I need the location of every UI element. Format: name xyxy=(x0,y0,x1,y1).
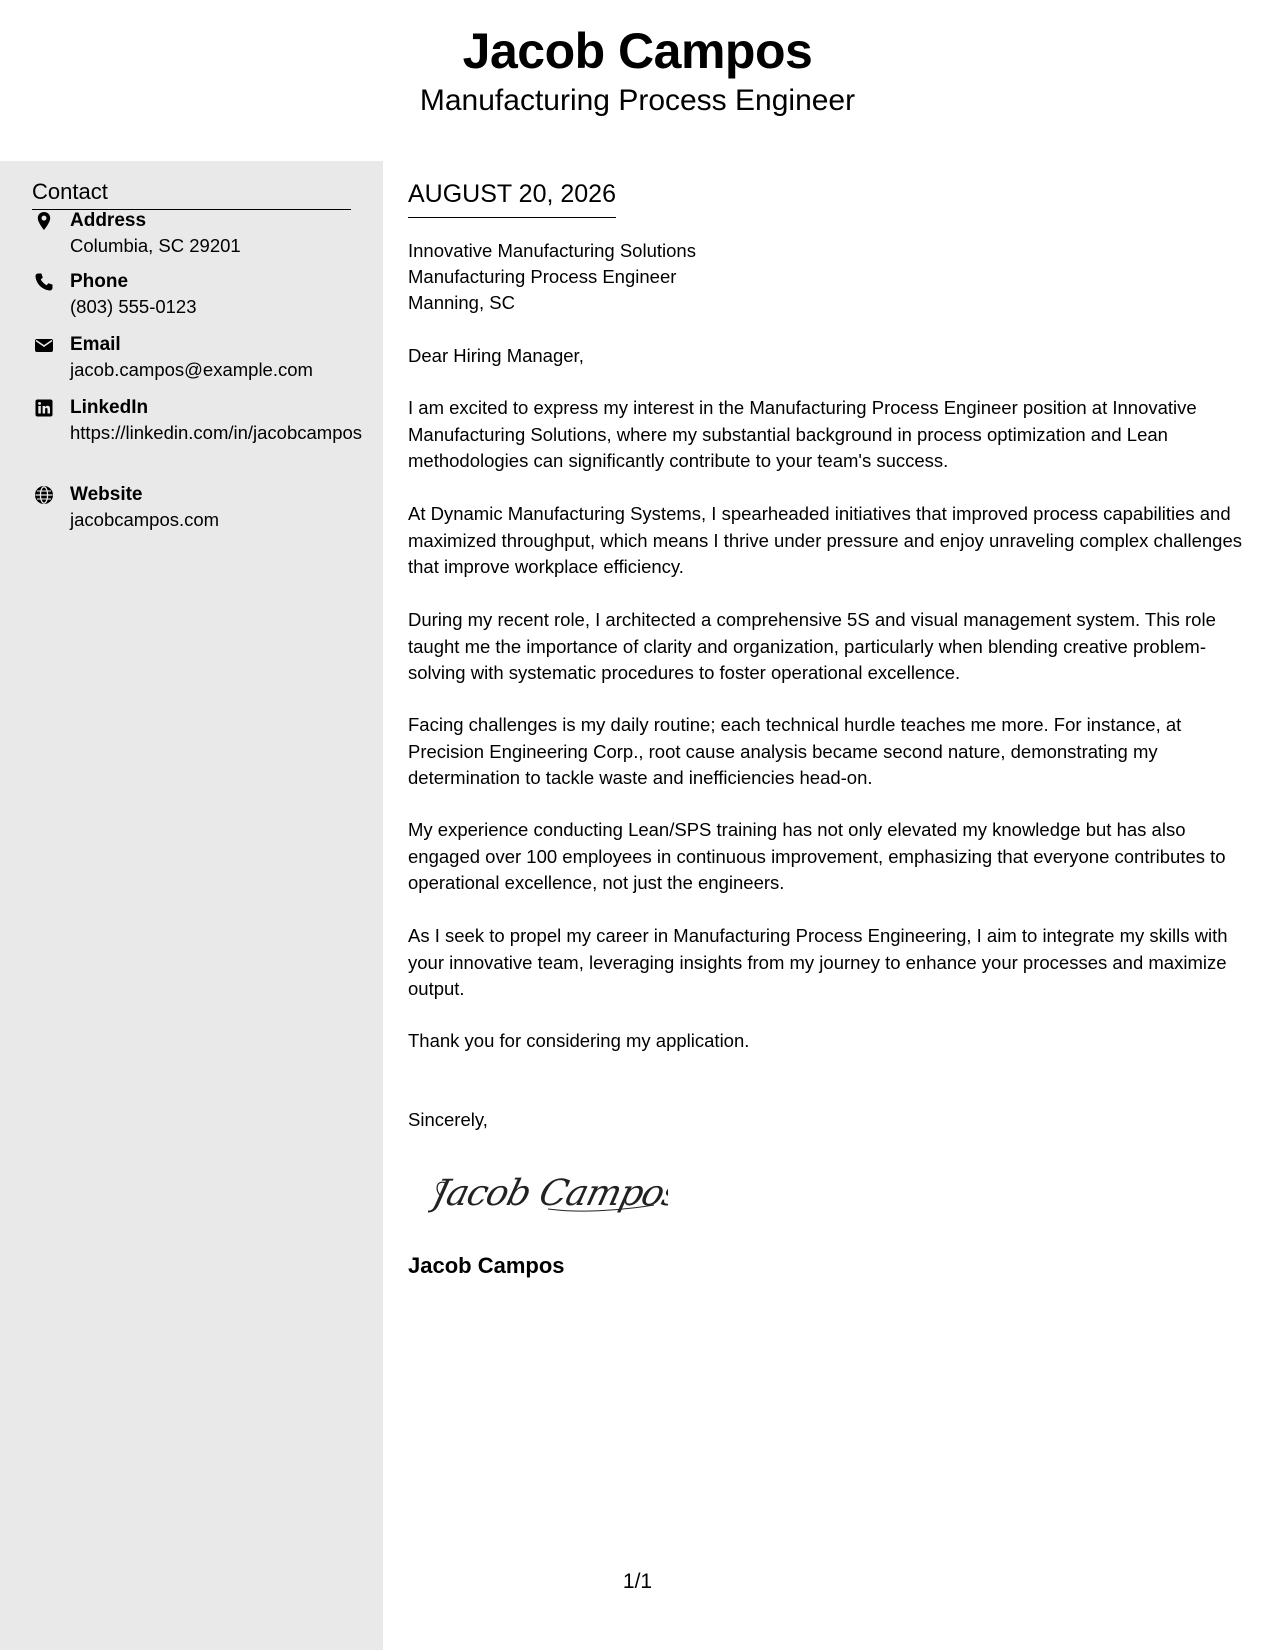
signer-name: Jacob Campos xyxy=(408,1253,565,1278)
applicant-title: Manufacturing Process Engineer xyxy=(419,84,856,117)
recipient-position: Manufacturing Process Engineer xyxy=(408,266,677,287)
letter-header xyxy=(0,0,1275,161)
sign-off: Sincerely, xyxy=(408,1109,488,1130)
contact-label: Website xyxy=(70,484,143,505)
contact-label: LinkedIn xyxy=(70,397,149,418)
website-value[interactable]: jacobcampos.com xyxy=(70,509,220,530)
letter-date: AUGUST 20, 2026 xyxy=(408,177,616,218)
contact-label: Address xyxy=(70,210,147,231)
salutation: Dear Hiring Manager, xyxy=(408,345,584,366)
phone-icon xyxy=(34,272,54,292)
recipient-company: Innovative Manufacturing Solutions xyxy=(408,240,696,261)
body-paragraph: I am excited to express my interest in the Manufacturing Process Engineer position at Innovative Manufacturing Solutions, where my substantial background in process optimization and Lean methodologies can significantly contribute to your team's success. xyxy=(408,397,1197,471)
handwritten-signature xyxy=(428,1161,668,1227)
address-value: Columbia, SC 29201 xyxy=(70,235,241,256)
globe-icon xyxy=(34,485,54,505)
contact-heading: Contact xyxy=(32,177,351,210)
contact-label: Email xyxy=(70,334,121,355)
svg-text:Jacob Campos: Jacob Campos xyxy=(428,1171,668,1214)
linkedin-icon xyxy=(34,398,54,418)
contact-sidebar xyxy=(0,161,383,1650)
recipient-block xyxy=(408,238,1253,316)
body-paragraph: My experience conducting Lean/SPS training has not only elevated my knowledge but has also engaged over 100 employees in continuous improvement, emphasizing that everyone contributes to operational excellence, not just the engineers. xyxy=(408,819,1226,893)
page-number: 1/1 xyxy=(622,1570,653,1593)
map-pin-icon xyxy=(34,211,54,231)
body-paragraph: Facing challenges is my daily routine; each technical hurdle teaches me more. For instance, at Precision Engineering Corp., root cause analysis became second nature, demonstrating my determination to tackle waste and inefficiencies head-on. xyxy=(408,714,1182,788)
phone-value: (803) 555-0123 xyxy=(70,296,197,317)
envelope-icon xyxy=(34,335,54,355)
linkedin-value[interactable]: https://linkedin.com/in/jacobcampos xyxy=(70,422,363,443)
email-value[interactable]: jacob.campos@example.com xyxy=(70,359,313,380)
body-paragraph: As I seek to propel my career in Manufacturing Process Engineering, I aim to integrate my skills with your innovative team, leveraging insights from my journey to enhance your processes and maximize output. xyxy=(408,925,1228,999)
contact-label: Phone xyxy=(70,271,129,292)
body-paragraph: At Dynamic Manufacturing Systems, I spearheaded initiatives that improved process capabilities and maximized throughput, which means I thrive under pressure and enjoy unraveling complex challenges that improve workplace efficiency. xyxy=(408,503,1242,577)
recipient-location: Manning, SC xyxy=(408,292,515,313)
applicant-name: Jacob Campos xyxy=(462,23,813,79)
closing-line: Thank you for considering my application. xyxy=(408,1030,750,1051)
body-paragraph: During my recent role, I architected a comprehensive 5S and visual management system. This role taught me the importance of clarity and organization, particularly when blending creative problem-solving with systematic procedures to foster operational excellence. xyxy=(408,609,1216,683)
